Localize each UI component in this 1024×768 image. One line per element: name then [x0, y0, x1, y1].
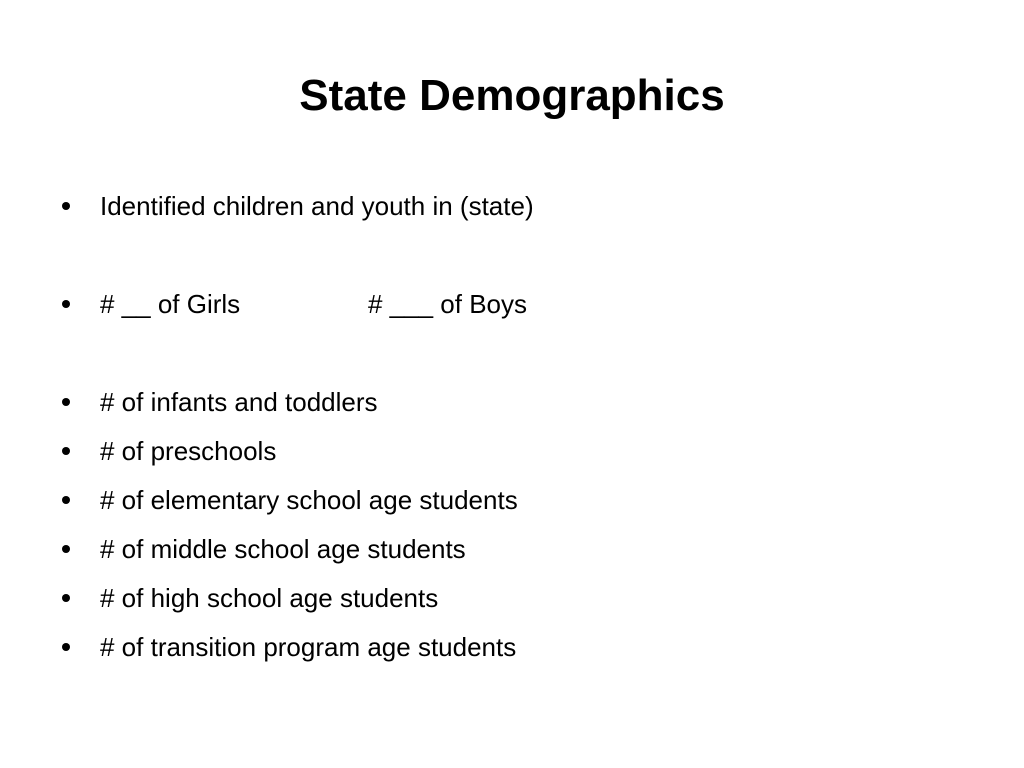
bullet-text: # of preschools — [100, 436, 277, 466]
bullet-text: # of elementary school age students — [100, 485, 518, 515]
bullet-dot-icon — [62, 545, 70, 553]
bullet-text: # of transition program age students — [100, 632, 517, 662]
bullet-text: # of infants and toddlers — [100, 387, 378, 417]
bullet-dot-icon — [62, 202, 70, 210]
bullet-dot-icon — [62, 398, 70, 406]
bullet-text-girls: # __ of Girls — [100, 289, 241, 319]
bullet-dot-icon — [62, 643, 70, 651]
bullet-dot-icon — [62, 447, 70, 455]
bullet-text: # of high school age students — [100, 583, 439, 613]
bullet-dot-icon — [62, 300, 70, 308]
bullet-text: Identified children and youth in (state) — [100, 191, 534, 221]
bullet-dot-icon — [62, 496, 70, 504]
bullet-dot-icon — [62, 594, 70, 602]
bullet-text: # of middle school age students — [100, 534, 466, 564]
bullet-text-boys: # ___ of Boys — [368, 289, 527, 319]
slide-title: State Demographics — [299, 71, 725, 120]
